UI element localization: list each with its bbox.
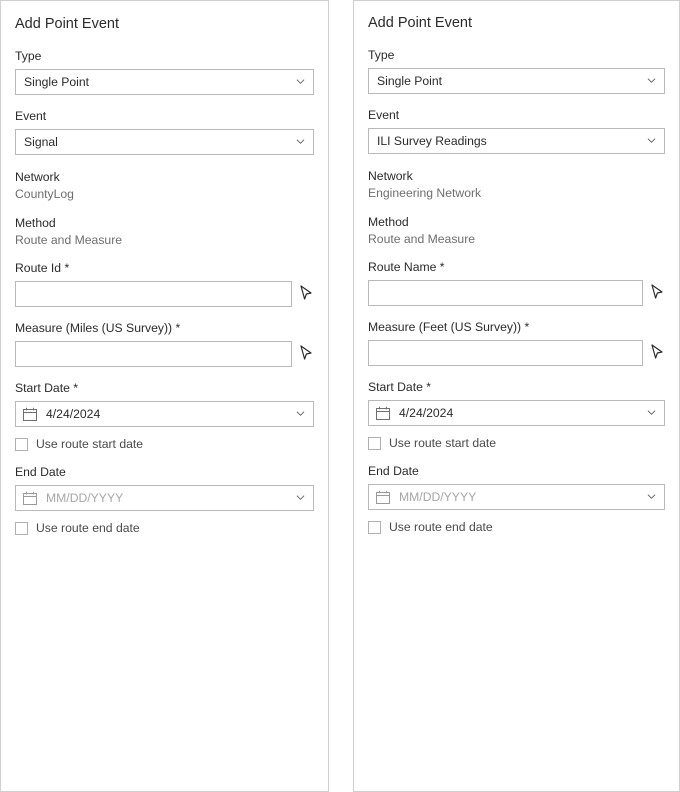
chevron-down-icon xyxy=(647,492,656,501)
use-route-start-date-label: Use route start date xyxy=(36,437,144,451)
measure-label: Measure (Feet (US Survey)) * xyxy=(368,320,530,334)
type-select-value: Single Point xyxy=(377,74,443,88)
event-select[interactable] xyxy=(368,128,665,154)
panel-title: Add Point Event xyxy=(368,15,472,31)
end-date-field-group xyxy=(368,464,665,510)
chevron-down-icon xyxy=(296,77,305,86)
use-route-start-date-row[interactable] xyxy=(368,436,665,450)
calendar-icon xyxy=(376,406,390,420)
measure-input[interactable] xyxy=(15,341,292,367)
route-input-row xyxy=(368,280,665,306)
use-route-end-date-row[interactable] xyxy=(368,520,665,534)
route-label: Route Name * xyxy=(368,260,445,274)
type-label: Type xyxy=(368,48,395,62)
add-point-event-panel-left xyxy=(0,0,329,792)
measure-field-group xyxy=(368,320,665,366)
event-field-group xyxy=(368,108,665,154)
event-label: Event xyxy=(15,109,47,123)
select-from-map-icon[interactable] xyxy=(649,283,665,303)
measure-input[interactable] xyxy=(368,340,643,366)
use-route-start-date-row[interactable] xyxy=(15,437,314,451)
method-label: Method xyxy=(15,216,56,230)
start-date-field-group xyxy=(15,381,314,427)
measure-field-group xyxy=(15,321,314,367)
chevron-down-icon xyxy=(296,493,305,502)
select-from-map-icon[interactable] xyxy=(298,284,314,304)
method-label: Method xyxy=(368,215,409,229)
route-label: Route Id * xyxy=(15,261,70,275)
network-value: Engineering Network xyxy=(368,186,482,200)
type-field-group xyxy=(368,48,665,94)
method-info xyxy=(368,214,665,248)
end-date-value: MM/DD/YYYY xyxy=(399,490,477,504)
use-route-end-date-label: Use route end date xyxy=(36,521,140,535)
route-field-group xyxy=(15,261,314,307)
calendar-icon xyxy=(23,407,37,421)
type-field-group xyxy=(15,49,314,95)
start-date-picker[interactable] xyxy=(368,400,665,426)
chevron-down-icon xyxy=(647,408,656,417)
method-info xyxy=(15,215,314,249)
calendar-icon xyxy=(376,490,390,504)
use-route-end-date-checkbox[interactable] xyxy=(368,521,381,534)
route-input[interactable] xyxy=(15,281,292,307)
add-point-event-panel-right xyxy=(353,0,680,792)
route-field-group xyxy=(368,260,665,306)
select-from-map-icon[interactable] xyxy=(298,344,314,364)
chevron-down-icon xyxy=(647,76,656,85)
calendar-icon xyxy=(23,491,37,505)
end-date-label: End Date xyxy=(15,465,66,479)
start-date-value: 4/24/2024 xyxy=(399,406,454,420)
measure-input-row xyxy=(368,340,665,366)
use-route-start-date-checkbox[interactable] xyxy=(15,438,28,451)
route-input-row xyxy=(15,281,314,307)
network-info xyxy=(15,169,314,203)
event-field-group xyxy=(15,109,314,155)
chevron-down-icon xyxy=(647,136,656,145)
type-label: Type xyxy=(15,49,42,63)
type-select[interactable] xyxy=(368,68,665,94)
type-select-value: Single Point xyxy=(24,75,90,89)
panel-title: Add Point Event xyxy=(15,16,119,32)
network-value: CountyLog xyxy=(15,187,74,201)
end-date-label: End Date xyxy=(368,464,419,478)
measure-label: Measure (Miles (US Survey)) * xyxy=(15,321,181,335)
use-route-start-date-checkbox[interactable] xyxy=(368,437,381,450)
start-date-label: Start Date * xyxy=(368,380,431,394)
use-route-end-date-label: Use route end date xyxy=(389,520,493,534)
route-input[interactable] xyxy=(368,280,643,306)
method-value: Route and Measure xyxy=(15,233,123,247)
end-date-picker[interactable] xyxy=(368,484,665,510)
start-date-picker[interactable] xyxy=(15,401,314,427)
method-value: Route and Measure xyxy=(368,232,476,246)
chevron-down-icon xyxy=(296,409,305,418)
start-date-value: 4/24/2024 xyxy=(46,407,101,421)
use-route-end-date-checkbox[interactable] xyxy=(15,522,28,535)
select-from-map-icon[interactable] xyxy=(649,343,665,363)
end-date-value: MM/DD/YYYY xyxy=(46,491,124,505)
end-date-picker[interactable] xyxy=(15,485,314,511)
start-date-field-group xyxy=(368,380,665,426)
use-route-end-date-row[interactable] xyxy=(15,521,314,535)
event-label: Event xyxy=(368,108,400,122)
network-label: Network xyxy=(15,170,60,184)
type-select[interactable] xyxy=(15,69,314,95)
start-date-label: Start Date * xyxy=(15,381,78,395)
event-select-value: ILI Survey Readings xyxy=(377,134,487,148)
measure-input-row xyxy=(15,341,314,367)
network-label: Network xyxy=(368,169,413,183)
event-select[interactable] xyxy=(15,129,314,155)
use-route-start-date-label: Use route start date xyxy=(389,436,497,450)
event-select-value: Signal xyxy=(24,135,58,149)
chevron-down-icon xyxy=(296,137,305,146)
end-date-field-group xyxy=(15,465,314,511)
network-info xyxy=(368,168,665,202)
